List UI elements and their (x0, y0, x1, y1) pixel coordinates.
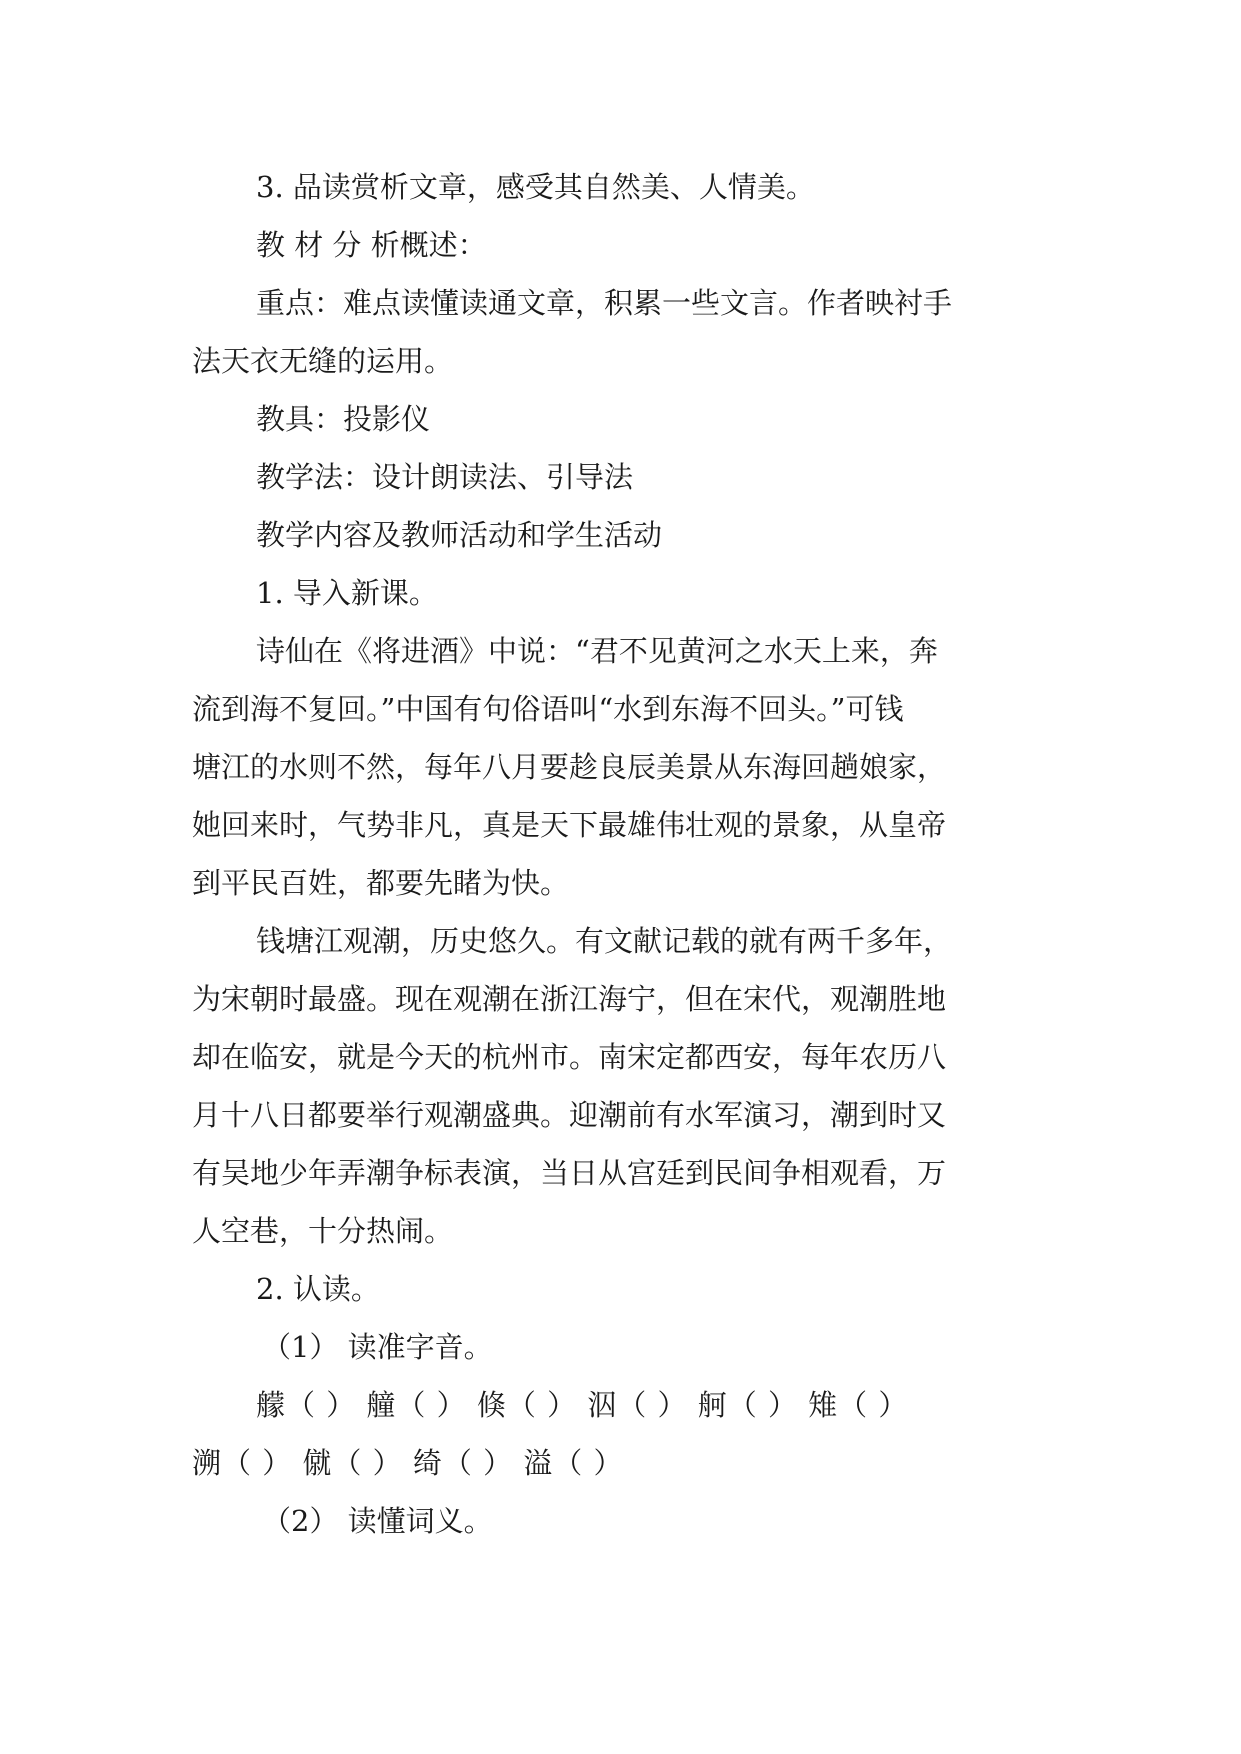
substep-2-heading: （2） 读懂词义。 (262, 1504, 493, 1538)
section-heading-textbook-analysis: 教 材 分 析概述： (256, 228, 487, 262)
paragraph-2-line-2: 为宋朝时最盛。现在观潮在浙江海宁，但在宋代，观潮胜地 (192, 982, 947, 1016)
document-body (192, 158, 1072, 1550)
paragraph-2-line-4: 月十八日都要举行观潮盛典。迎潮前有水军演习，潮到时又 (192, 1098, 947, 1132)
paragraph-1-line-2: 流到海不复回。”中国有句俗语叫“水到东海不回头。”可钱 (192, 692, 904, 726)
objective-3: 3. 品读赏析文章，感受其自然美、人情美。 (256, 170, 815, 204)
paragraph-2-line-5: 有吴地少年弄潮争标表演，当日从宫廷到民间争相观看，万 (192, 1156, 947, 1190)
section-heading-content: 教学内容及教师活动和学生活动 (256, 518, 663, 552)
substep-1-heading: （1） 读准字音。 (262, 1330, 493, 1364)
step-2-heading: 2. 认读。 (256, 1272, 380, 1306)
step-1-heading: 1. 导入新课。 (256, 576, 438, 610)
pronunciation-exercise-line-1: 艨（ ） 艟（ ） 倏（ ） 泅（ ） 舸（ ） 雉（ ） (256, 1388, 909, 1422)
key-points-line-1: 重点：难点读懂读通文章，积累一些文言。作者映衬手 (256, 286, 953, 320)
paragraph-1-line-4: 她回来时，气势非凡，真是天下最雄伟壮观的景象，从皇帝 (192, 808, 947, 842)
pronunciation-exercise-line-2: 溯（ ） 僦（ ） 绮（ ） 溢（ ） (192, 1446, 624, 1480)
teaching-methods: 教学法：设计朗读法、引导法 (256, 460, 634, 494)
paragraph-1-line-5: 到平民百姓，都要先睹为快。 (192, 866, 570, 900)
teaching-aids: 教具：投影仪 (256, 402, 431, 436)
paragraph-2-line-6: 人空巷，十分热闹。 (192, 1214, 454, 1248)
paragraph-2-line-1: 钱塘江观潮，历史悠久。有文献记载的就有两千多年， (256, 924, 953, 958)
key-points-line-2: 法天衣无缝的运用。 (192, 344, 454, 378)
paragraph-1-line-1: 诗仙在《将进酒》中说：“君不见黄河之水天上来，奔 (256, 634, 938, 668)
paragraph-1-line-3: 塘江的水则不然，每年八月要趁良辰美景从东海回趟娘家， (192, 750, 947, 784)
paragraph-2-line-3: 却在临安，就是今天的杭州市。南宋定都西安，每年农历八 (192, 1040, 947, 1074)
